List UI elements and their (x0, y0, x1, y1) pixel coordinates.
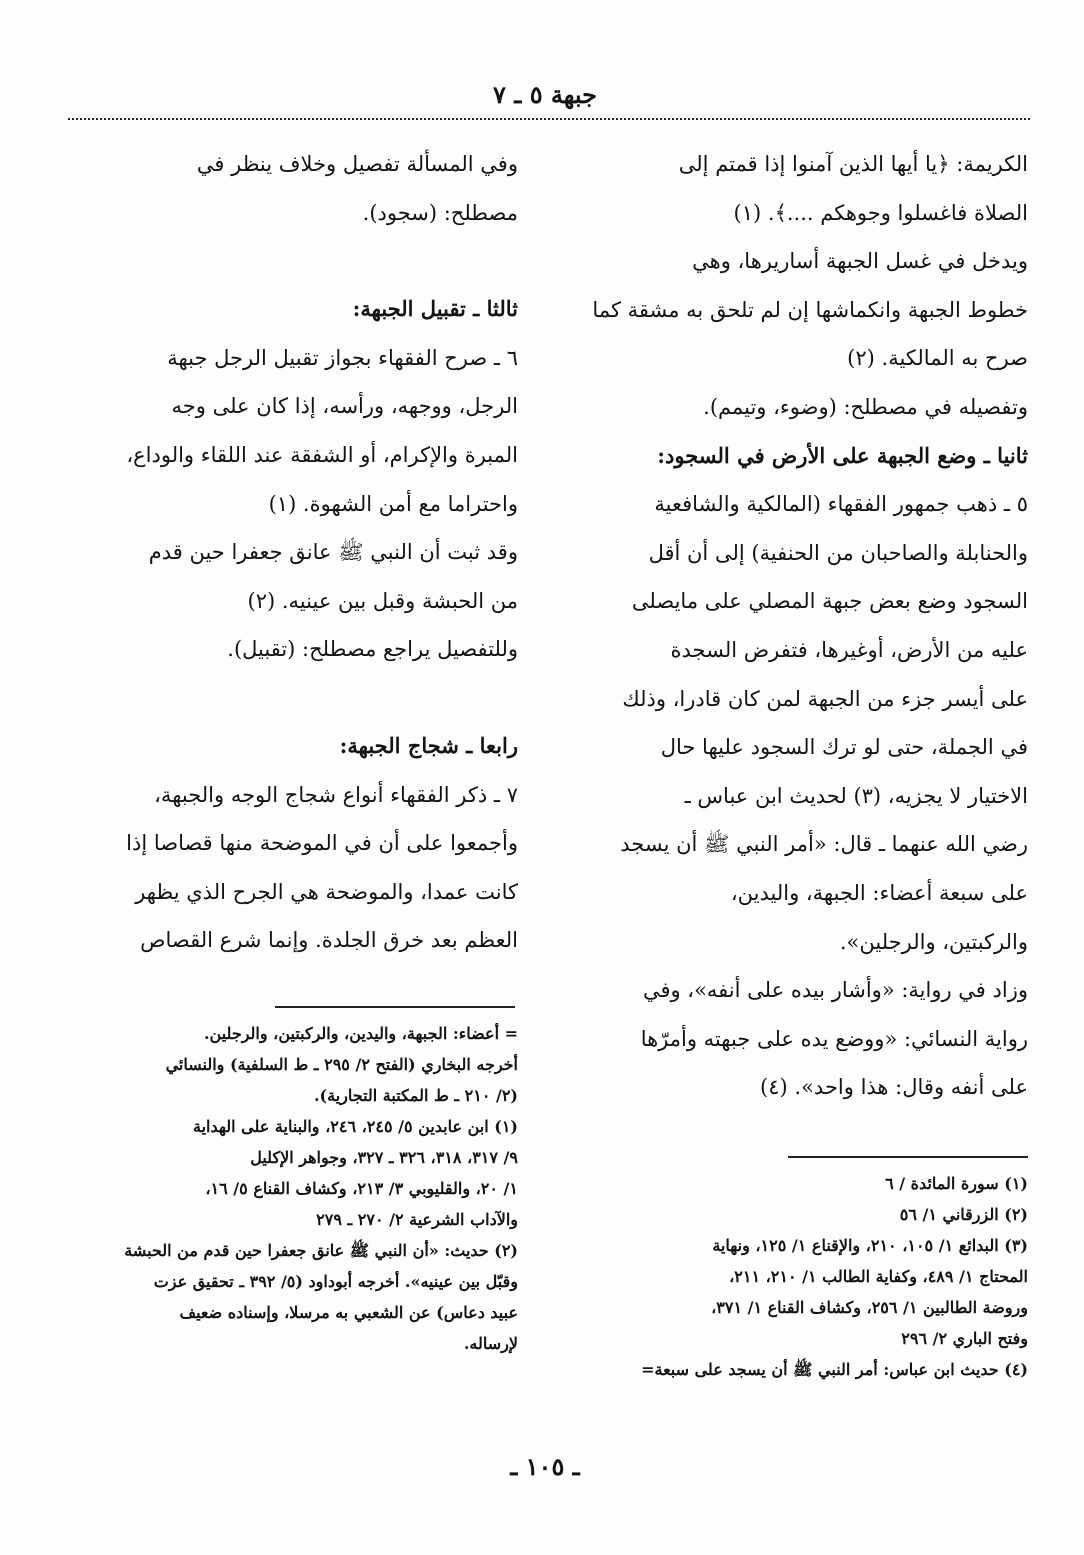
page-number: ـ ١٠٥ ـ (510, 1452, 580, 1481)
right-line: وتفصيله في مصطلح: (وضوء، وتيمم). (703, 394, 1028, 419)
right-line: صرح به المالكية. (٢) (847, 346, 1028, 371)
left-line: وفي المسألة تفصيل وخلاف ينظر في (196, 152, 518, 176)
footnote-line: = أعضاء: الجبهة، واليدين، والركبتين، والرجلين. (203, 1024, 518, 1043)
right-line: والحنابلة والصاحبان من الحنفية) إلى أن أقل (648, 540, 1028, 565)
footnote-line: وفتح الباري ٢/ ٢٩٦ (901, 1329, 1028, 1348)
left-line: من الحبشة وقبل بين عينيه. (٢) (247, 588, 518, 613)
left-line: وللتفصيل يراجع مصطلح: (تقبيل). (227, 637, 518, 662)
right-line: ويدخل في غسل الجبهة أساريرها، وهي (692, 249, 1028, 274)
right-line: والركبتين، والرجلين». (839, 929, 1028, 954)
footnote-line: (٢) حديث: «أن النبي ﷺ عانق جعفرا حين قدم من الحبشة (124, 1241, 518, 1260)
footnote-line: (٤) حديث ابن عباس: أمر النبي ﷺ أن يسجد على سبعة= (641, 1360, 1028, 1379)
footnote-line: وروضة الطالبين ١/ ٢٥٦، وكشاف القناع ١/ ٣٧١، (711, 1298, 1028, 1317)
right-line: الاختيار لا يجزيه، (٣) لحديث ابن عباس ـ (684, 783, 1028, 808)
right-line: ٥ ـ ذهب جمهور الفقهاء (المالكية والشافعية (654, 492, 1028, 517)
section-heading: ثانيا ـ وضع الجبهة على الأرض في السجود: (657, 442, 1028, 468)
right-line: الكريمة: ﴿يا أيها الذين آمنوا إذا قمتم إلى (678, 152, 1028, 176)
left-line: العظم بعد خرق الجلدة. وإنما شرع القصاص (140, 928, 518, 953)
right-line: عليه من الأرض، أوغيرها، فتفرض السجدة (670, 637, 1028, 662)
left-line: ٦ ـ صرح الفقهاء بجواز تقبيل الرجل جبهة (167, 345, 518, 370)
right-line: على أنفه وقال: هذا واحد». (٤) (760, 1075, 1028, 1100)
footnotes-left (68, 1018, 518, 1359)
right-line: السجود وضع بعض جبهة المصلي على مايصلى (631, 589, 1028, 614)
footnote-line: (١) سورة المائدة / ٦ (885, 1174, 1028, 1193)
left-line: واحتراما مع أمن الشهوة. (١) (268, 491, 518, 516)
left-line: مصطلح: (سجود). (362, 200, 518, 225)
section-heading: رابعا ـ شجاج الجبهة: (339, 732, 518, 758)
section-heading: ثالثا ـ تقبيل الجبهة: (352, 296, 518, 322)
footnote-line: ٩/ ٣١٧، ٣١٨، ٣٢٦ ـ ٣٢٧، وجواهر الإكليل (250, 1148, 518, 1167)
header-dotted-rule (68, 118, 1030, 120)
right-column (578, 140, 1028, 1112)
right-line: في الجملة، حتى لو ترك السجود عليها حال (660, 735, 1028, 760)
left-line: وأجمعوا على أن في الموضحة منها قصاصا إذا (126, 831, 518, 856)
left-line: المبرة والإكرام، أو الشفقة عند اللقاء والوداع، (126, 442, 518, 467)
right-line: رواية النسائي: «ووضع يده على جبهته وأمرّها (640, 1026, 1028, 1051)
footnote-line: (١) ابن عابدين ٥/ ٢٤٥، ٢٤٦، والبناية على الهداية (193, 1117, 518, 1136)
spacer (68, 237, 518, 285)
right-line: الصلاة فاغسلوا وجوهكم ....﴾. (١) (733, 200, 1028, 225)
right-line: خطوط الجبهة وانكماشها إن لم تلحق به مشقة كما (592, 297, 1028, 322)
footnote-line: (٢/ ٢١٠ ـ ط المكتبة التجارية). (313, 1086, 518, 1105)
left-line: الرجل، ووجهه، ورأسه، إذا كان على وجه (171, 394, 518, 419)
footnote-line: عبيد دعاس) عن الشعبي به مرسلا، وإسناده ضعيف (179, 1303, 518, 1322)
footnote-line: لإرساله. (463, 1334, 518, 1353)
footnote-rule (275, 1006, 515, 1008)
footnote-line: ١/ ٢٠، والقليوبي ٣/ ٢١٣، وكشاف القناع ٥/ ١٦، (205, 1179, 518, 1198)
right-line: على سبعة أعضاء: الجبهة، واليدين، (730, 880, 1028, 905)
footnotes-right (578, 1168, 1028, 1385)
footnote-line: (٢) الزرقاني ١/ ٥٦ (899, 1205, 1028, 1224)
right-line: رضي الله عنهما ـ قال: «أمر النبي ﷺ أن يسجد (620, 832, 1028, 857)
footnote-line: والآداب الشرعية ٢/ ٢٧٠ ـ ٢٧٩ (316, 1210, 518, 1229)
left-column (68, 140, 518, 965)
footnote-line: وقبّل بين عينيه». أخرجه أبوداود (٥/ ٣٩٢ ـ تحقيق عزت (153, 1272, 518, 1291)
right-line: وزاد في رواية: «وأشار بيده على أنفه»، وفي (642, 978, 1028, 1003)
footnote-rule (788, 1156, 1028, 1158)
left-line: وقد ثبت أن النبي ﷺ عانق جعفرا حين قدم (148, 540, 518, 565)
right-line: على أيسر جزء من الجبهة لمن كان قادرا، وذلك (622, 686, 1028, 711)
left-line: ٧ ـ ذكر الفقهاء أنواع شجاج الوجه والجبهة، (154, 782, 518, 807)
spacer (68, 674, 518, 722)
footnote-line: المحتاج ١/ ٤٨٩، وكفاية الطالب ١/ ٢١٠، ٢١١، (729, 1267, 1028, 1286)
left-line: كانت عمدا، والموضحة هي الجرح الذي يظهر (135, 879, 518, 904)
footnote-line: (٣) البدائع ١/ ١٠٥، ٢١٠، والإقناع ١/ ١٢٥، ونهاية (712, 1236, 1028, 1255)
footnote-line: أخرجه البخاري (الفتح ٢/ ٢٩٥ ـ ط السلفية) والنسائي (165, 1055, 518, 1074)
running-header: جبهة ٥ ـ ٧ (493, 80, 597, 109)
